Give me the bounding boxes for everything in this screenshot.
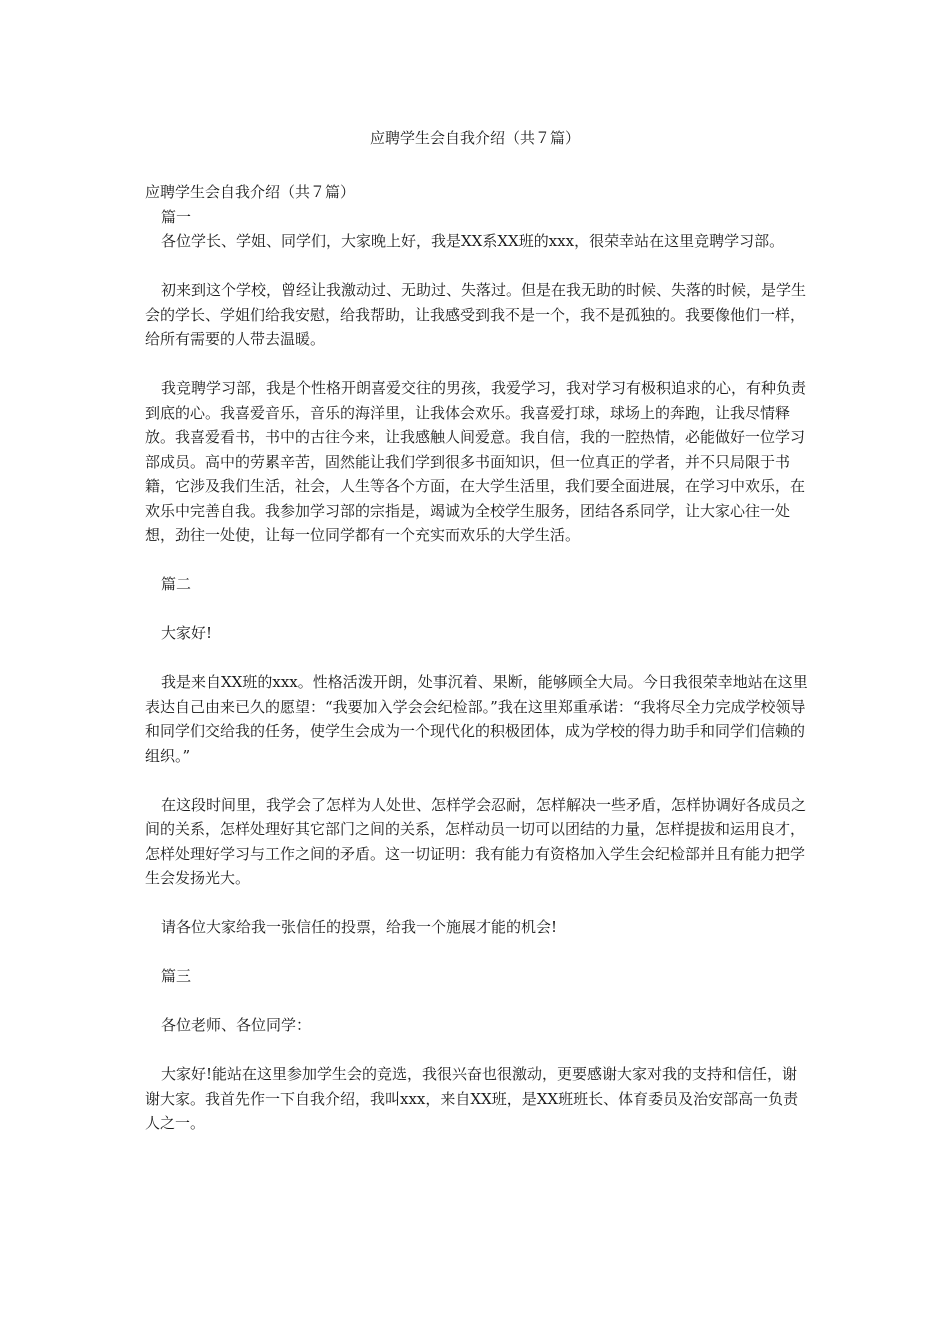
paragraph: 在这段时间里，我学会了怎样为人处世、怎样学会忍耐，怎样解决一些矛盾，怎样协调好各成员之间的关系，怎样处理好其它部门之间的关系，怎样动员一切可以团结的力量，怎样提拔和运用良才，怎样处理好学习与工作之间的矛盾。这一切证明：我有能力有资格加入学生会纪检部并且有能力把学生会发扬光大。: [145, 795, 807, 887]
section-heading-1: 篇一: [161, 207, 192, 226]
paragraph-spacer: [145, 940, 810, 965]
paragraph-spacer: [145, 597, 810, 622]
paragraph: 我是来自XX班的xxx。性格活泼开朗，处事沉着、果断，能够顾全大局。今日我很荣幸地站在这里表达自己由来已久的愿望：“我要加入学会会纪检部。”我在这里郑重承诺：“我将尽全力完成学校领导和同学们交给我的任务，使学生会成为一个现代化的积极团体，成为学校的得力助手和同学们信赖的组织。”: [145, 673, 808, 765]
paragraph-spacer: [145, 548, 810, 573]
paragraph: 各位学长、学姐、同学们，大家晚上好，我是XX系XX班的xxx，很荣幸站在这里竞聘学习部。: [161, 232, 785, 250]
paragraph: 请各位大家给我一张信任的投票，给我一个施展才能的机会!: [161, 918, 558, 936]
paragraph: 初来到这个学校，曾经让我激动过、无助过、失落过。但是在我无助的时候、失落的时候，是学生会的学长、学姐们给我安慰，给我帮助，让我感受到我不是一个，我不是孤独的。我要像他们一样，给所有需要的人带去温暖。: [145, 281, 807, 348]
section-heading-2: 篇二: [161, 575, 192, 593]
paragraph-spacer: [145, 891, 810, 916]
paragraph-spacer: [145, 1038, 810, 1063]
paragraph: 大家好!: [161, 624, 213, 642]
document-subtitle: 应聘学生会自我介绍（共７篇）: [145, 183, 356, 201]
paragraph-spacer: [145, 646, 810, 671]
paragraph: 各位老师、各位同学：: [161, 1016, 312, 1034]
paragraph-spacer: [145, 768, 810, 793]
paragraph-spacer: [145, 254, 810, 279]
paragraph: 我竞聘学习部，我是个性格开朗喜爱交往的男孩，我爱学习，我对学习有极积追求的心，有种负责到底的心。我喜爱音乐，音乐的海洋里，让我体会欢乐。我喜爱打球，球场上的奔跑，让我尽情释放。我喜爱看书，书中的古往今来，让我感触人间爱意。我自信，我的一腔热情，必能做好一位学习部成员。高中的劳累辛苦，固然能让我们学到很多书面知识，但一位真正的学者，并不只局限于书籍，它涉及我们生活，社会，人生等各个方面，在大学生活里，我们要全面进展，在学习中欢乐，在欢乐中完善自我。我参加学习部的宗指是，竭诚为全校学生服务，团结各系同学，让大家心往一处想，劲往一处使，让每一位同学都有一个充实而欢乐的大学生活。: [145, 379, 807, 544]
document-title: 应聘学生会自我介绍（共７篇）: [369, 129, 580, 147]
paragraph-spacer: [145, 989, 810, 1014]
section-heading-3: 篇三: [161, 967, 192, 985]
paragraph-spacer: [145, 352, 810, 377]
paragraph: 大家好!能站在这里参加学生会的竞选，我很兴奋也很激动，更要感谢大家对我的支持和信任，谢谢大家。我首先作一下自我介绍，我叫xxx，来自XX班，是XX班班长、体育委员及治安部高一负责人之一。: [145, 1065, 799, 1132]
document-body: [145, 180, 810, 1136]
